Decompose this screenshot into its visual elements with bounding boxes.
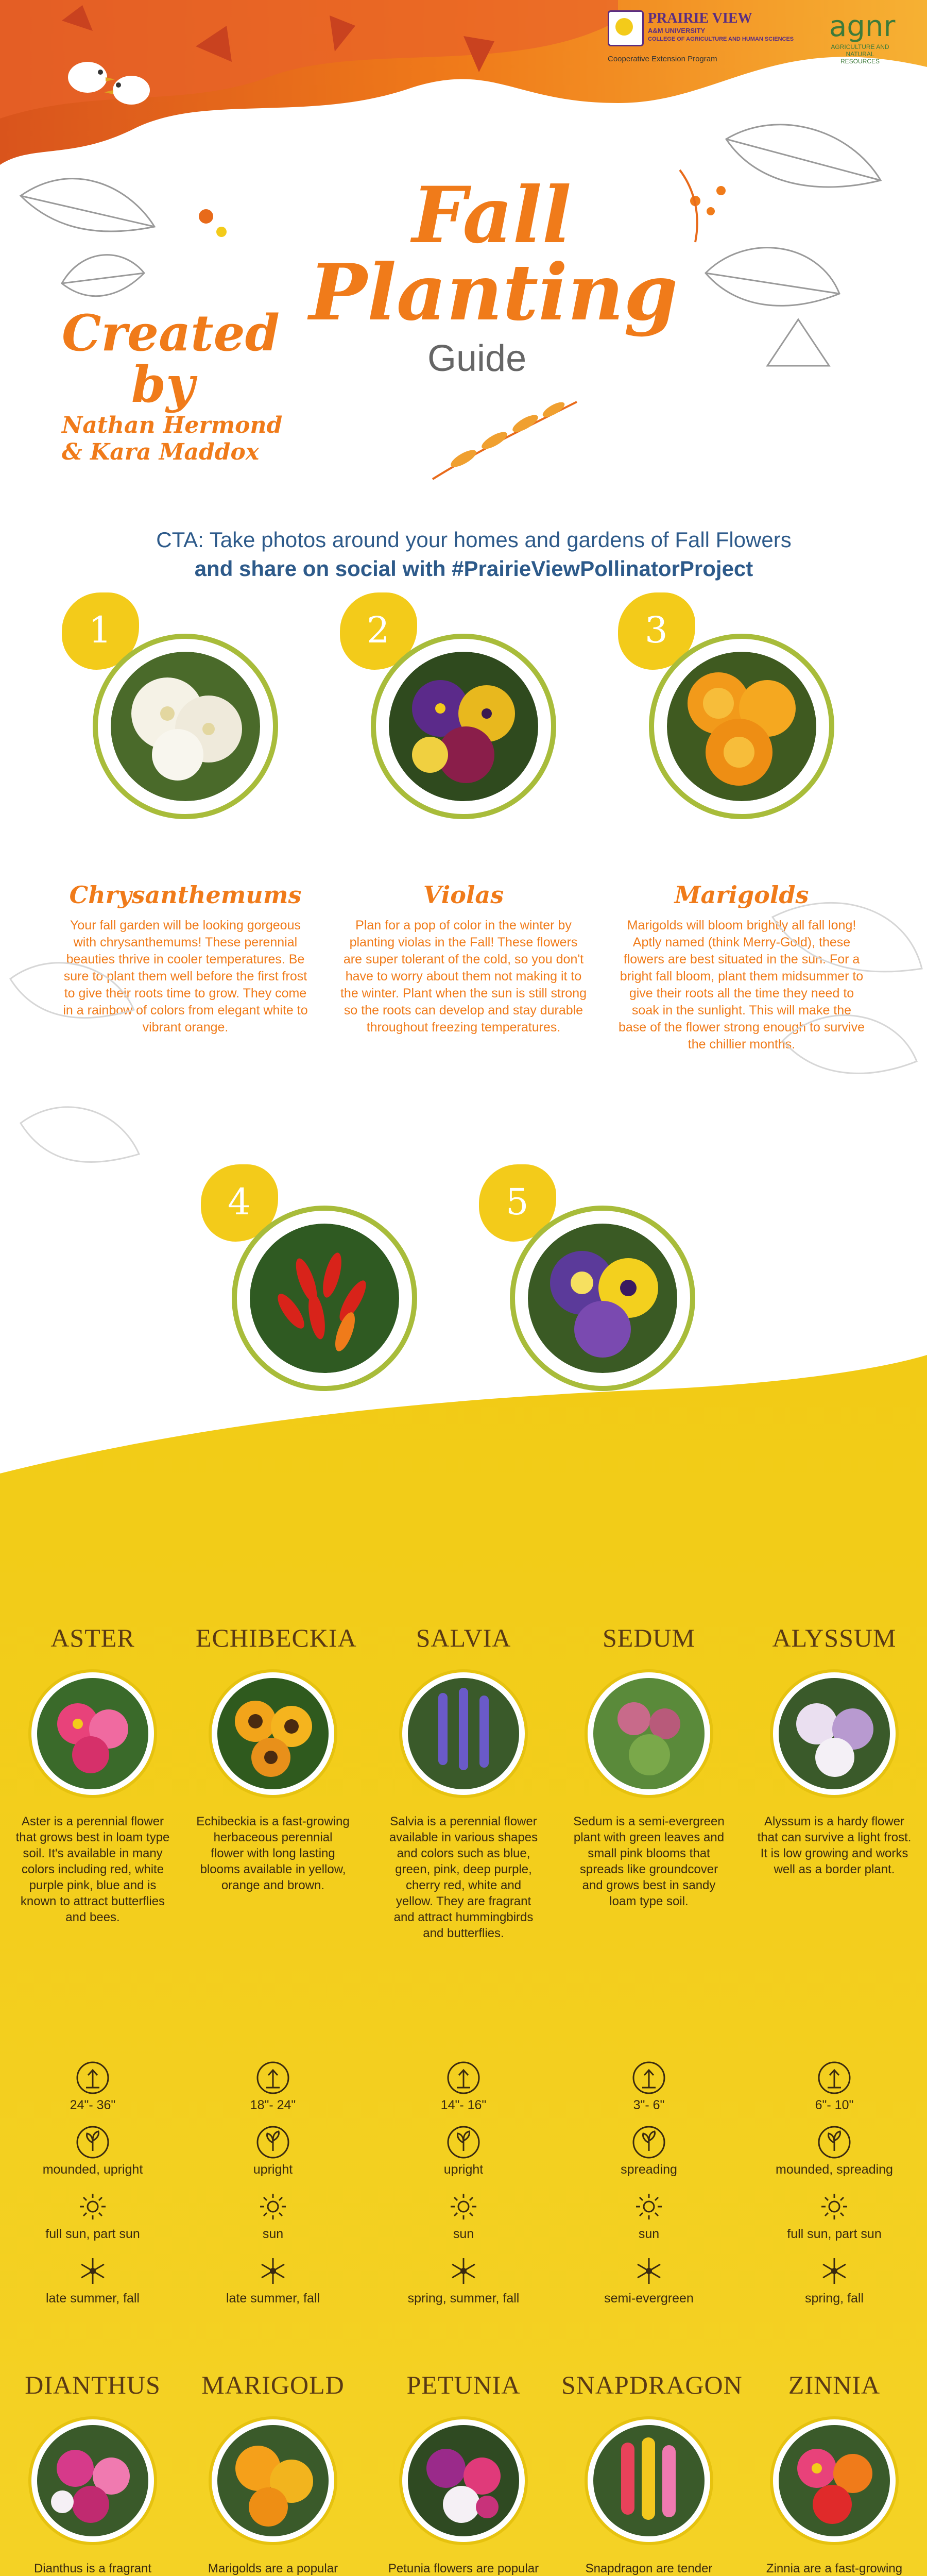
plant-name: SEDUM: [602, 1623, 696, 1652]
growth-habit-value: mounded, upright: [42, 2162, 143, 2177]
college-name: COLLEGE OF AGRICULTURE AND HUMAN SCIENCES: [648, 36, 794, 42]
featured-name: Violas: [423, 881, 504, 909]
snowflake-icon: [817, 2254, 851, 2288]
snapdragon-photo: [588, 2419, 710, 2542]
title-guide: Guide: [427, 338, 527, 379]
growth-height-value: 18"- 24": [250, 2098, 296, 2112]
title-planting: Planting: [309, 247, 678, 338]
author-2: & Kara Maddox: [62, 439, 260, 465]
plant-description: Marigolds are a popular: [208, 2562, 338, 2575]
blooming-season-value: late summer, fall: [45, 2291, 140, 2306]
growth-height-icon: [256, 2061, 290, 2095]
sun-icon: [632, 2190, 666, 2224]
featured-description: Plan for a pop of color in the winter by planting violas in the Fall! These flowers are super tolerant of the cold, so you don't have to worry about them not making it to the winter. Plant when the sun is still strong so the roots can develop and stay durable throughout freezing temperatures.: [340, 918, 587, 1035]
fern-decoration: [422, 392, 587, 484]
growth-habit-icon: [447, 2125, 480, 2159]
authors: [62, 412, 282, 466]
plant-description: Petunia flowers are popular: [388, 2562, 539, 2575]
plant-name: DIANTHUS: [25, 2370, 161, 2399]
growth-habit-value: spreading: [621, 2162, 677, 2177]
coop-program: Cooperative Extension Program: [608, 55, 717, 63]
plant-description: Zinnia are a fast-growing: [766, 2562, 903, 2575]
growth-habit-icon: [632, 2125, 666, 2159]
featured-number: 5: [506, 1181, 529, 1223]
featured-description: Marigolds will bloom brightly all fall long! Aptly named (think Merry-Gold), these flowers are best situated in the sun. For a bright fall bloom, plant them midsummer to give their roots all the time they need to soak in the sunlight. This will make the base of the flower strong enough to survive the chillier months.: [618, 918, 865, 1052]
leaf-decoration-right: [664, 77, 927, 438]
featured-number: 4: [228, 1181, 251, 1223]
blooming-season-value: late summer, fall: [226, 2291, 320, 2306]
sun-icon: [76, 2190, 110, 2224]
growth-height-value: 14"- 16": [440, 2098, 487, 2112]
agnr-logo: agnr AGRICULTURE AND NATURAL RESOURCES: [829, 10, 896, 65]
blooming-season-value: spring, fall: [805, 2291, 864, 2306]
plant-description: Aster is a perennial flower that grows best in loam type soil. It's available in many colors including red, white purple pink, blue and is known to attract butterflies and bees.: [15, 1815, 170, 1924]
snowflake-icon: [632, 2254, 666, 2288]
aster-photo: [31, 1672, 154, 1795]
plant-name: MARIGOLD: [201, 2370, 345, 2399]
light-exposure-value: sun: [453, 2227, 474, 2241]
plant-description: Salvia is a perennial flower available in various shapes and colors such as blue, green, pink, deep purple, cherry red, white and yellow. They are fragrant and attract hummingbirds and butterflies.: [389, 1815, 538, 1940]
plant-photo-ring: [28, 1669, 157, 1798]
growth-habit-icon: [256, 2125, 290, 2159]
marigold-photo: [667, 652, 816, 801]
featured-name: Marigolds: [674, 881, 809, 909]
featured-description: Your fall garden will be looking gorgeous with chrysanthemums! These perennial beauties thrive in cooler temperatures. Be sure to plant them well before the first frost to give their roots time to grow. They come in a rainbow of colors from elegant white to vibrant orange.: [63, 918, 308, 1035]
marigold-photo: [212, 2419, 334, 2542]
growth-height-value: 6"- 10": [815, 2098, 854, 2112]
growth-habit-value: upright: [443, 2162, 484, 2177]
featured-number: 2: [367, 609, 390, 651]
plant-photo-ring: [585, 2416, 713, 2545]
plant-description: Alyssum is a hardy flower that can survive a light frost. It is low growing and works well as a border plant.: [757, 1815, 912, 1876]
sun-icon: [817, 2190, 851, 2224]
cta-line-1: CTA: Take photos around your homes and gardens of Fall Flowers: [156, 528, 792, 552]
featured-number: 3: [645, 609, 668, 651]
growth-height-icon: [632, 2061, 666, 2095]
author-1: Nathan Hermond: [62, 412, 283, 438]
university-sub: A&M UNIVERSITY: [648, 27, 706, 35]
pvamu-seal-icon: [608, 10, 644, 46]
plant-photo-ring: [585, 1669, 713, 1798]
university-name: PRAIRIE VIEW: [648, 10, 752, 26]
plant-photo-ring: [399, 1669, 528, 1798]
logo-area: [608, 10, 917, 72]
light-exposure-value: sun: [262, 2227, 284, 2241]
echibeckia-photo: [212, 1672, 334, 1795]
light-exposure-value: full sun, part sun: [45, 2227, 140, 2241]
plant-description: Sedum is a semi-evergreen plant with green leaves and small pink blooms that spreads like groundcover and grows best in sandy loam type soil.: [573, 1815, 725, 1908]
plant-photo-ring: [770, 2416, 899, 2545]
plant-attributes-row-1: [0, 2061, 927, 2318]
light-exposure-value: sun: [638, 2227, 660, 2241]
growth-habit-value: mounded, spreading: [776, 2162, 893, 2177]
snowflake-icon: [447, 2254, 480, 2288]
salvia-photo: [402, 1672, 525, 1795]
by-label: by: [131, 355, 195, 414]
plant-name: SALVIA: [416, 1623, 511, 1652]
growth-habit-value: upright: [253, 2162, 293, 2177]
featured-name: Chrysanthemums: [69, 881, 302, 909]
blooming-season-value: spring, summer, fall: [407, 2291, 520, 2306]
dianthus-photo: [31, 2419, 154, 2542]
blooming-season-value: semi-evergreen: [604, 2291, 694, 2306]
title-fall: Fall: [412, 170, 572, 261]
growth-height-icon: [76, 2061, 110, 2095]
snowflake-icon: [256, 2254, 290, 2288]
plant-name: ECHIBECKIA: [196, 1623, 357, 1652]
plant-name: ZINNIA: [788, 2370, 881, 2399]
growth-habit-icon: [76, 2125, 110, 2159]
call-to-action: [93, 526, 855, 583]
growth-height-value: 3"- 6": [633, 2098, 665, 2112]
growth-habit-icon: [817, 2125, 851, 2159]
plant-name: SNAPDRAGON: [561, 2370, 743, 2399]
sedum-photo: [588, 1672, 710, 1795]
cta-line-2: and share on social with #PrairieViewPollinatorProject: [194, 556, 753, 581]
growth-height-value: 24"- 36": [70, 2098, 116, 2112]
sun-icon: [447, 2190, 480, 2224]
plant-photo-ring: [209, 2416, 337, 2545]
plant-description: Echibeckia is a fast-growing herbaceous perennial flower with long lasting blooms available in yellow, orange and brown.: [196, 1815, 350, 1892]
snowflake-icon: [76, 2254, 110, 2288]
plant-photo-ring: [28, 2416, 157, 2545]
created-label: Created: [62, 304, 280, 362]
viola-photo: [389, 652, 538, 801]
plant-name: ALYSSUM: [772, 1623, 897, 1652]
plant-row-2: [0, 2370, 927, 2576]
plant-name: ASTER: [50, 1623, 135, 1652]
zinnia-photo: [773, 2419, 896, 2542]
plant-description: Snapdragon are tender: [585, 2562, 713, 2575]
petunia-photo: [402, 2419, 525, 2542]
leaf-outline-decoration: [0, 876, 927, 1340]
growth-height-icon: [447, 2061, 480, 2095]
plant-name: PETUNIA: [406, 2370, 521, 2399]
chrysanthemum-photo: [111, 652, 260, 801]
alyssum-photo: [773, 1672, 896, 1795]
plant-photo-ring: [209, 1669, 337, 1798]
plant-photo-ring: [770, 1669, 899, 1798]
plant-photo-ring: [399, 2416, 528, 2545]
light-exposure-value: full sun, part sun: [787, 2227, 882, 2241]
sun-icon: [256, 2190, 290, 2224]
plant-description: Dianthus is a fragrant: [33, 2562, 152, 2575]
featured-number: 1: [89, 609, 112, 651]
growth-height-icon: [817, 2061, 851, 2095]
